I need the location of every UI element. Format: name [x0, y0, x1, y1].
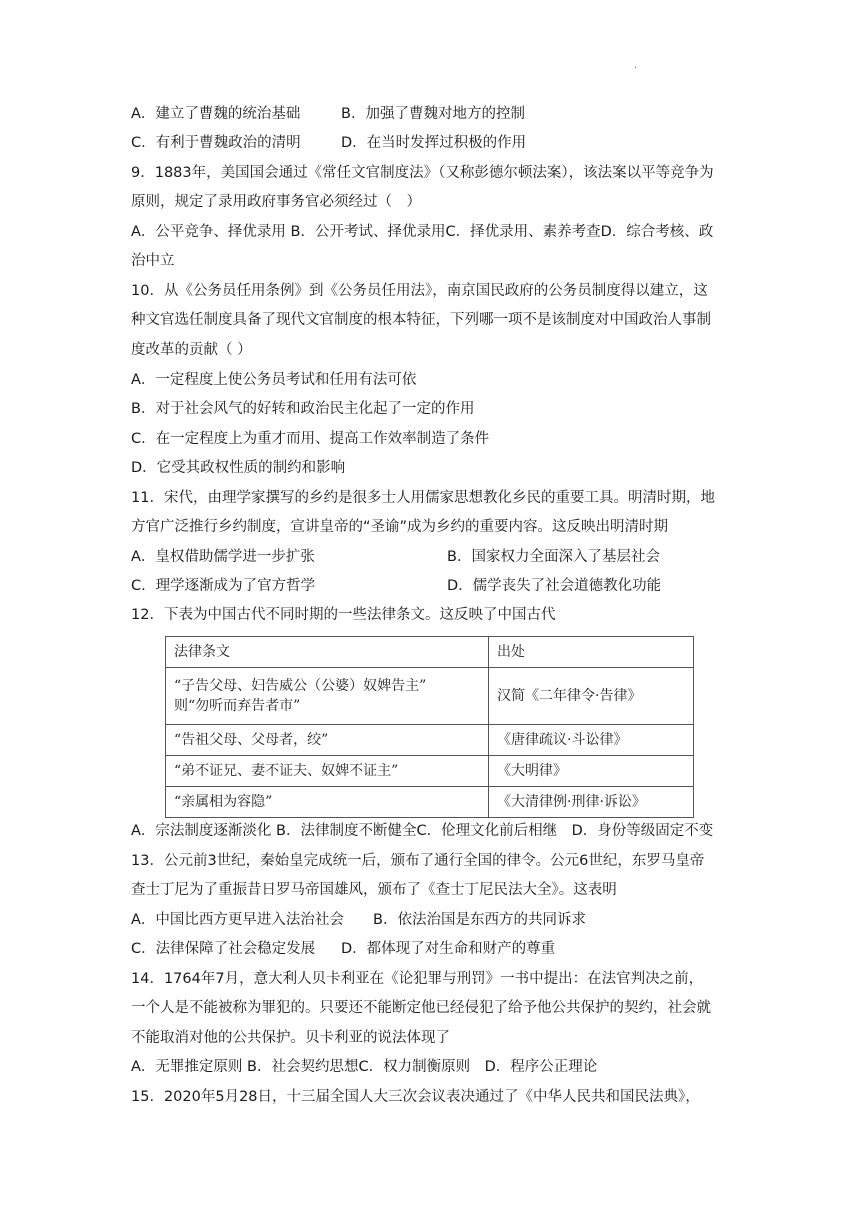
q8-option-d: D．在当时发挥过积极的作用	[341, 135, 527, 151]
q10-stem-line-2: 种文官选任制度具备了现代文官制度的根本特征，下列哪一项不是该制度对中国政治人事制	[131, 312, 711, 328]
law-text-cell: “弟不证兄、妻不证夫、奴婢不证主”	[166, 756, 489, 787]
q12-options-line: A．宗法制度逐渐淡化 B．法律制度不断健全C．伦理文化前后相继 D．身份等级固定不变	[131, 823, 714, 839]
q8-option-row-1	[131, 104, 525, 124]
q13-option-d: D．都体现了对生命和财产的尊重	[341, 941, 556, 957]
source-cell: 《唐律疏议·斗讼律》	[489, 725, 694, 756]
q13-option-row-2	[131, 939, 555, 959]
q15-stem-line-1: 15．2020年5月28日，十三届全国人大三次会议表决通过了《中华人民共和国民法典》，	[131, 1089, 700, 1105]
q10-option-d: D．它受其政权性质的制约和影响	[131, 460, 346, 476]
q10-stem-line-1: 10．从《公务员任用条例》到《公务员任用法》，南京国民政府的公务员制度得以建立，这	[131, 283, 708, 299]
q13-stem-line-2: 查士丁尼为了重振昔日罗马帝国雄风，颁布了《查士丁尼民法大全》。这表明	[131, 882, 617, 898]
source-cell: 《大明律》	[489, 756, 694, 787]
q8-option-c: C．有利于曹魏政治的清明	[131, 135, 301, 151]
q10-stem-line-3: 度改革的贡献（ ）	[131, 342, 252, 358]
q14-stem-line-2: 一个人是不能被称为罪犯的。只要还不能断定他已经侵犯了给予他公共保护的契约，社会就	[131, 1000, 711, 1016]
q10-option-c: C．在一定程度上为重才而用、提高工作效率制造了条件	[131, 431, 490, 447]
q11-option-row-2	[131, 576, 661, 596]
law-table-header-row	[166, 637, 694, 668]
q8-option-b: B．加强了曹魏对地方的控制	[341, 106, 525, 122]
header-source: 出处	[489, 637, 694, 668]
header-law-text: 法律条文	[166, 637, 489, 668]
q8-option-a: A．建立了曹魏的统治基础	[131, 106, 301, 122]
q8-option-row-2	[131, 133, 526, 153]
q14-options-line: A．无罪推定原则 B．社会契约思想C．权力制衡原则 D．程序公正理论	[131, 1059, 598, 1075]
q11-stem-line-1: 11．宋代，由理学家撰写的乡约是很多士人用儒家思想教化乡民的重要工具。明清时期，地	[131, 490, 715, 506]
source-cell: 汉简《二年律令·告律》	[489, 668, 694, 725]
q9-stem-line-1: 9．1883年，美国国会通过《常任文官制度法》（又称彭德尔顿法案），该法案以平等竞争为	[131, 165, 714, 181]
law-text-line-2: 则“勿听而弃告者市”	[174, 698, 301, 714]
q13-option-b: B．依法治国是东西方的共同诉求	[373, 912, 586, 928]
q10-option-a: A．一定程度上使公务员考试和任用有法可依	[131, 372, 417, 388]
q9-options-line-1: A．公平竞争、择优录用 B．公开考试、择优录用C．择优录用、素养考查D．综合考核、政	[131, 224, 714, 240]
table-row	[166, 787, 694, 818]
law-text-line-1: “子告父母、妇告威公（公婆）奴婢告主”	[174, 678, 427, 694]
law-text-cell	[166, 668, 489, 725]
table-row	[166, 725, 694, 756]
q11-option-row-1	[131, 547, 660, 567]
law-table	[165, 636, 694, 818]
q11-option-d: D．儒学丧失了社会道德教化功能	[447, 578, 662, 594]
q11-stem-line-2: 方官广泛推行乡约制度，宣讲皇帝的“圣谕”成为乡约的重要内容。这反映出明清时期	[131, 519, 669, 535]
q11-option-b: B．国家权力全面深入了基层社会	[447, 549, 660, 565]
law-text-cell: “亲属相为容隐”	[166, 787, 489, 818]
q13-option-row-1	[131, 910, 586, 930]
q9-stem-line-2: 原则，规定了录用政府事务官必须经过（ ）	[131, 194, 421, 210]
q11-option-a: A．皇权借助儒学进一步扩张	[131, 549, 315, 565]
q10-option-b: B．对于社会风气的好转和政治民主化起了一定的作用	[131, 401, 475, 417]
law-text-cell: “告祖父母、父母者，绞”	[166, 725, 489, 756]
corner-mark: .	[634, 60, 638, 71]
q13-option-c: C．法律保障了社会稳定发展	[131, 941, 316, 957]
source-cell: 《大清律例·刑律·诉讼》	[489, 787, 694, 818]
table-row	[166, 668, 694, 725]
table-row	[166, 756, 694, 787]
q14-stem-line-3: 不能取消对他的公共保护。贝卡利亚的说法体现了	[131, 1030, 450, 1046]
q12-stem: 12．下表为中国古代不同时期的一些法律条文。这反映了中国古代	[131, 607, 556, 623]
q13-stem-line-1: 13．公元前3世纪，秦始皇完成统一后，颁布了通行全国的律令。公元6世纪，东罗马皇帝	[131, 853, 705, 869]
q13-option-a: A．中国比西方更早进入法治社会	[131, 912, 344, 928]
q9-options-line-2: 治中立	[131, 253, 175, 269]
q11-option-c: C．理学逐渐成为了官方哲学	[131, 578, 316, 594]
q14-stem-line-1: 14．1764年7月，意大利人贝卡利亚在《论犯罪与刑罚》一书中提出：在法官判决之前，	[131, 971, 704, 987]
